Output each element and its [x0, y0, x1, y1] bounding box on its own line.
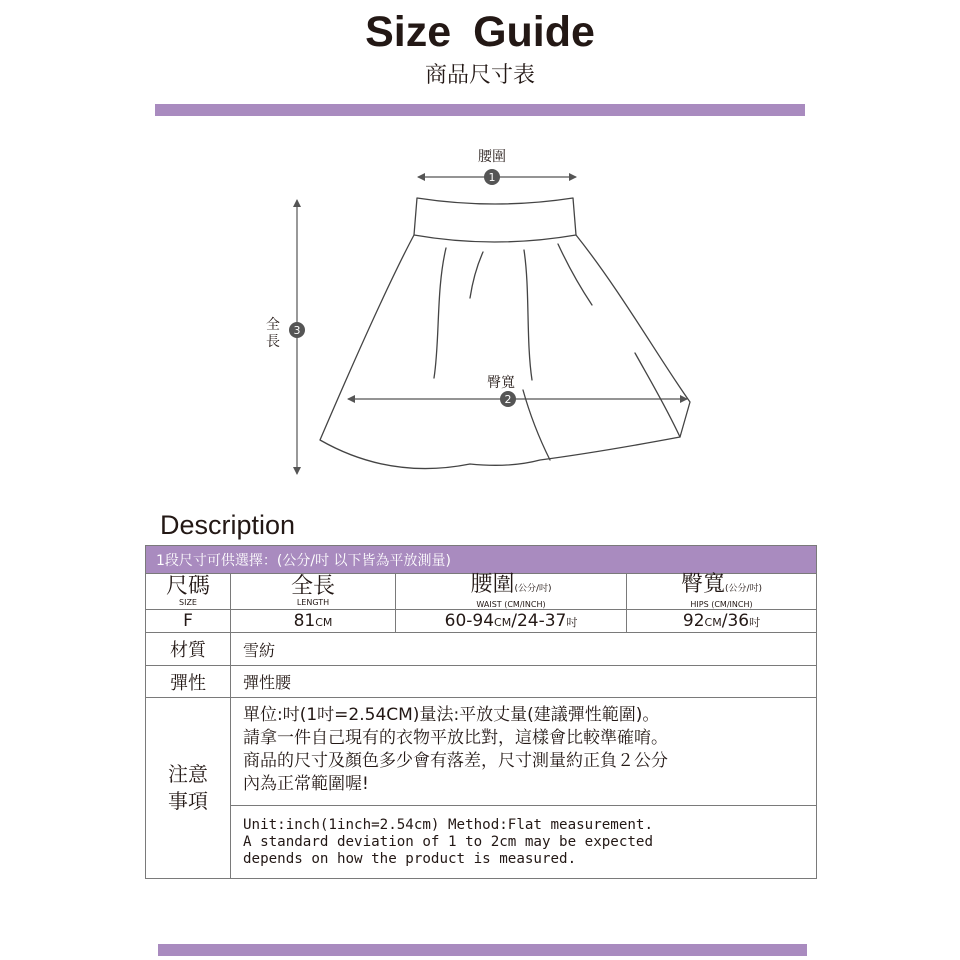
- header-length: 全長 LENGTH: [231, 574, 396, 610]
- material-label: 材質: [146, 633, 231, 666]
- page-subtitle: 商品尺寸表: [424, 63, 535, 88]
- material-value: 雪紡: [231, 633, 817, 666]
- value-waist: 60-94CM/24-37吋: [396, 610, 627, 633]
- value-size: F: [146, 610, 231, 633]
- notes-english: Unit:inch(1inch=2.54cm) Method:Flat measurement. A standard deviation of 1 to 2cm may be expected depends on how the product is measured.: [231, 806, 817, 879]
- header-hips: 臀寬(公分/吋) HIPS (CM/INCH): [627, 574, 817, 610]
- header-waist: 腰圍(公分/吋) WAIST (CM/INCH): [396, 574, 627, 610]
- header-size: 尺碼 SIZE: [146, 574, 231, 610]
- bottom-divider: [158, 944, 807, 956]
- elastic-label: 彈性: [146, 666, 231, 698]
- skirt-outline: [320, 235, 690, 469]
- skirt-diagram: [240, 140, 720, 490]
- elastic-value: 彈性腰: [231, 666, 817, 698]
- top-divider: [155, 104, 805, 116]
- description-heading: Description: [160, 510, 296, 540]
- length-label-1: 全: [266, 317, 280, 333]
- hips-label: 臀寬: [487, 375, 515, 391]
- notes-chinese: 單位:吋(1吋=2.54CM)量法:平放丈量(建議彈性範圍)。 請拿一件自己現有的衣物平放比對，這樣會比較準確唷。 商品的尺寸及顏色多少會有落差，尺寸測量約正負２公分 內為正常範圍喔!: [231, 698, 817, 806]
- size-table: [145, 545, 817, 879]
- value-hips: 92CM/36吋: [627, 610, 817, 633]
- hips-number: 2: [504, 393, 512, 406]
- length-label-2: 長: [266, 334, 280, 350]
- table-banner: 1段尺寸可供選擇：(公分/吋 以下皆為平放測量): [146, 546, 817, 574]
- waist-label: 腰圍: [478, 149, 506, 165]
- page-title: Size Guide: [365, 8, 595, 56]
- waist-number: 1: [488, 171, 496, 184]
- length-number: 3: [293, 324, 301, 337]
- value-length: 81CM: [231, 610, 396, 633]
- notes-label: 注意 事項: [146, 698, 231, 879]
- waistband: [414, 198, 576, 242]
